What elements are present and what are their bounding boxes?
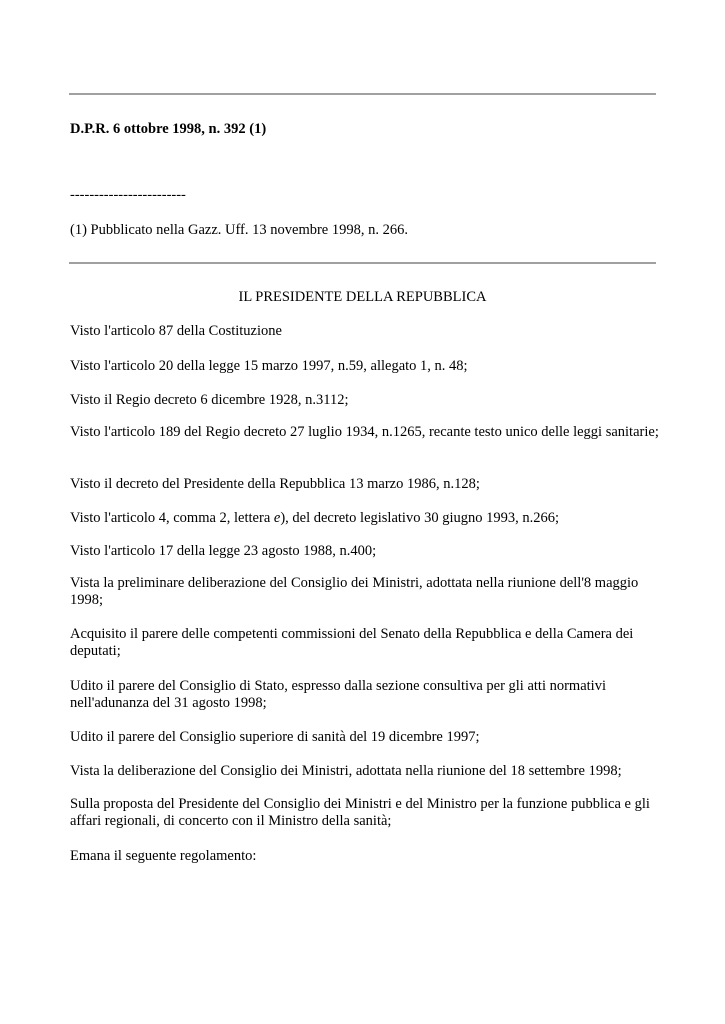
recital-legge-400: Visto l'articolo 17 della legge 23 agosto 1988, n.400; — [70, 543, 377, 559]
footnote-separator: ------------------------ — [70, 187, 186, 203]
recital-consiglio-stato: Udito il parere del Consiglio di Stato, espresso dalla sezione consultiva per gli atti normativi nell'adunanza del 31 agosto 1998; — [70, 678, 606, 711]
top-divider — [69, 93, 656, 95]
document-title: D.P.R. 6 ottobre 1998, n. 392 (1) — [70, 121, 267, 137]
recital-regio-decreto-1265: Visto l'articolo 189 del Regio decreto 27 luglio 1934, n.1265, recante testo unico delle leggi sanitarie; — [70, 424, 659, 440]
footnote-text: (1) Pubblicato nella Gazz. Uff. 13 novembre 1998, n. 266. — [70, 222, 408, 238]
recital-proposal: Sulla proposta del Presidente del Consiglio dei Ministri e del Ministro per la funzione pubblica e gli affari regionali, di concerto con il Ministro della sanità; — [70, 796, 650, 829]
recital-dlgs-266 — [70, 510, 660, 527]
enactment-formula: Emana il seguente regolamento: — [70, 848, 257, 864]
recital-dlgs-266-letter: e — [273, 510, 281, 526]
recital-parliament-opinion: Acquisito il parere delle competenti commissioni del Senato della Repubblica e della Camera dei deputati; — [70, 626, 634, 659]
president-heading: IL PRESIDENTE DELLA REPUBBLICA — [238, 289, 487, 305]
recital-dlgs-266-before: Visto l'articolo 4, comma 2, lettera — [70, 510, 274, 526]
recital-constitution: Visto l'articolo 87 della Costituzione — [70, 323, 282, 339]
recital-dpr-128: Visto il decreto del Presidente della Repubblica 13 marzo 1986, n.128; — [70, 476, 480, 492]
recital-consiglio-sanita: Udito il parere del Consiglio superiore di sanità del 19 dicembre 1997; — [70, 729, 480, 745]
recital-final-deliberation: Vista la deliberazione del Consiglio dei Ministri, adottata nella riunione del 18 settembre 1998; — [70, 763, 622, 779]
recital-legge-59: Visto l'articolo 20 della legge 15 marzo 1997, n.59, allegato 1, n. 48; — [70, 358, 468, 374]
recital-regio-decreto-3112: Visto il Regio decreto 6 dicembre 1928, n.3112; — [70, 392, 349, 408]
recital-preliminary-deliberation: Vista la preliminare deliberazione del Consiglio dei Ministri, adottata nella riunione dell'8 maggio 1998; — [70, 575, 639, 608]
heading-divider — [69, 262, 656, 264]
recital-dlgs-266-after: ), del decreto legislativo 30 giugno 1993, n.266; — [280, 510, 559, 526]
